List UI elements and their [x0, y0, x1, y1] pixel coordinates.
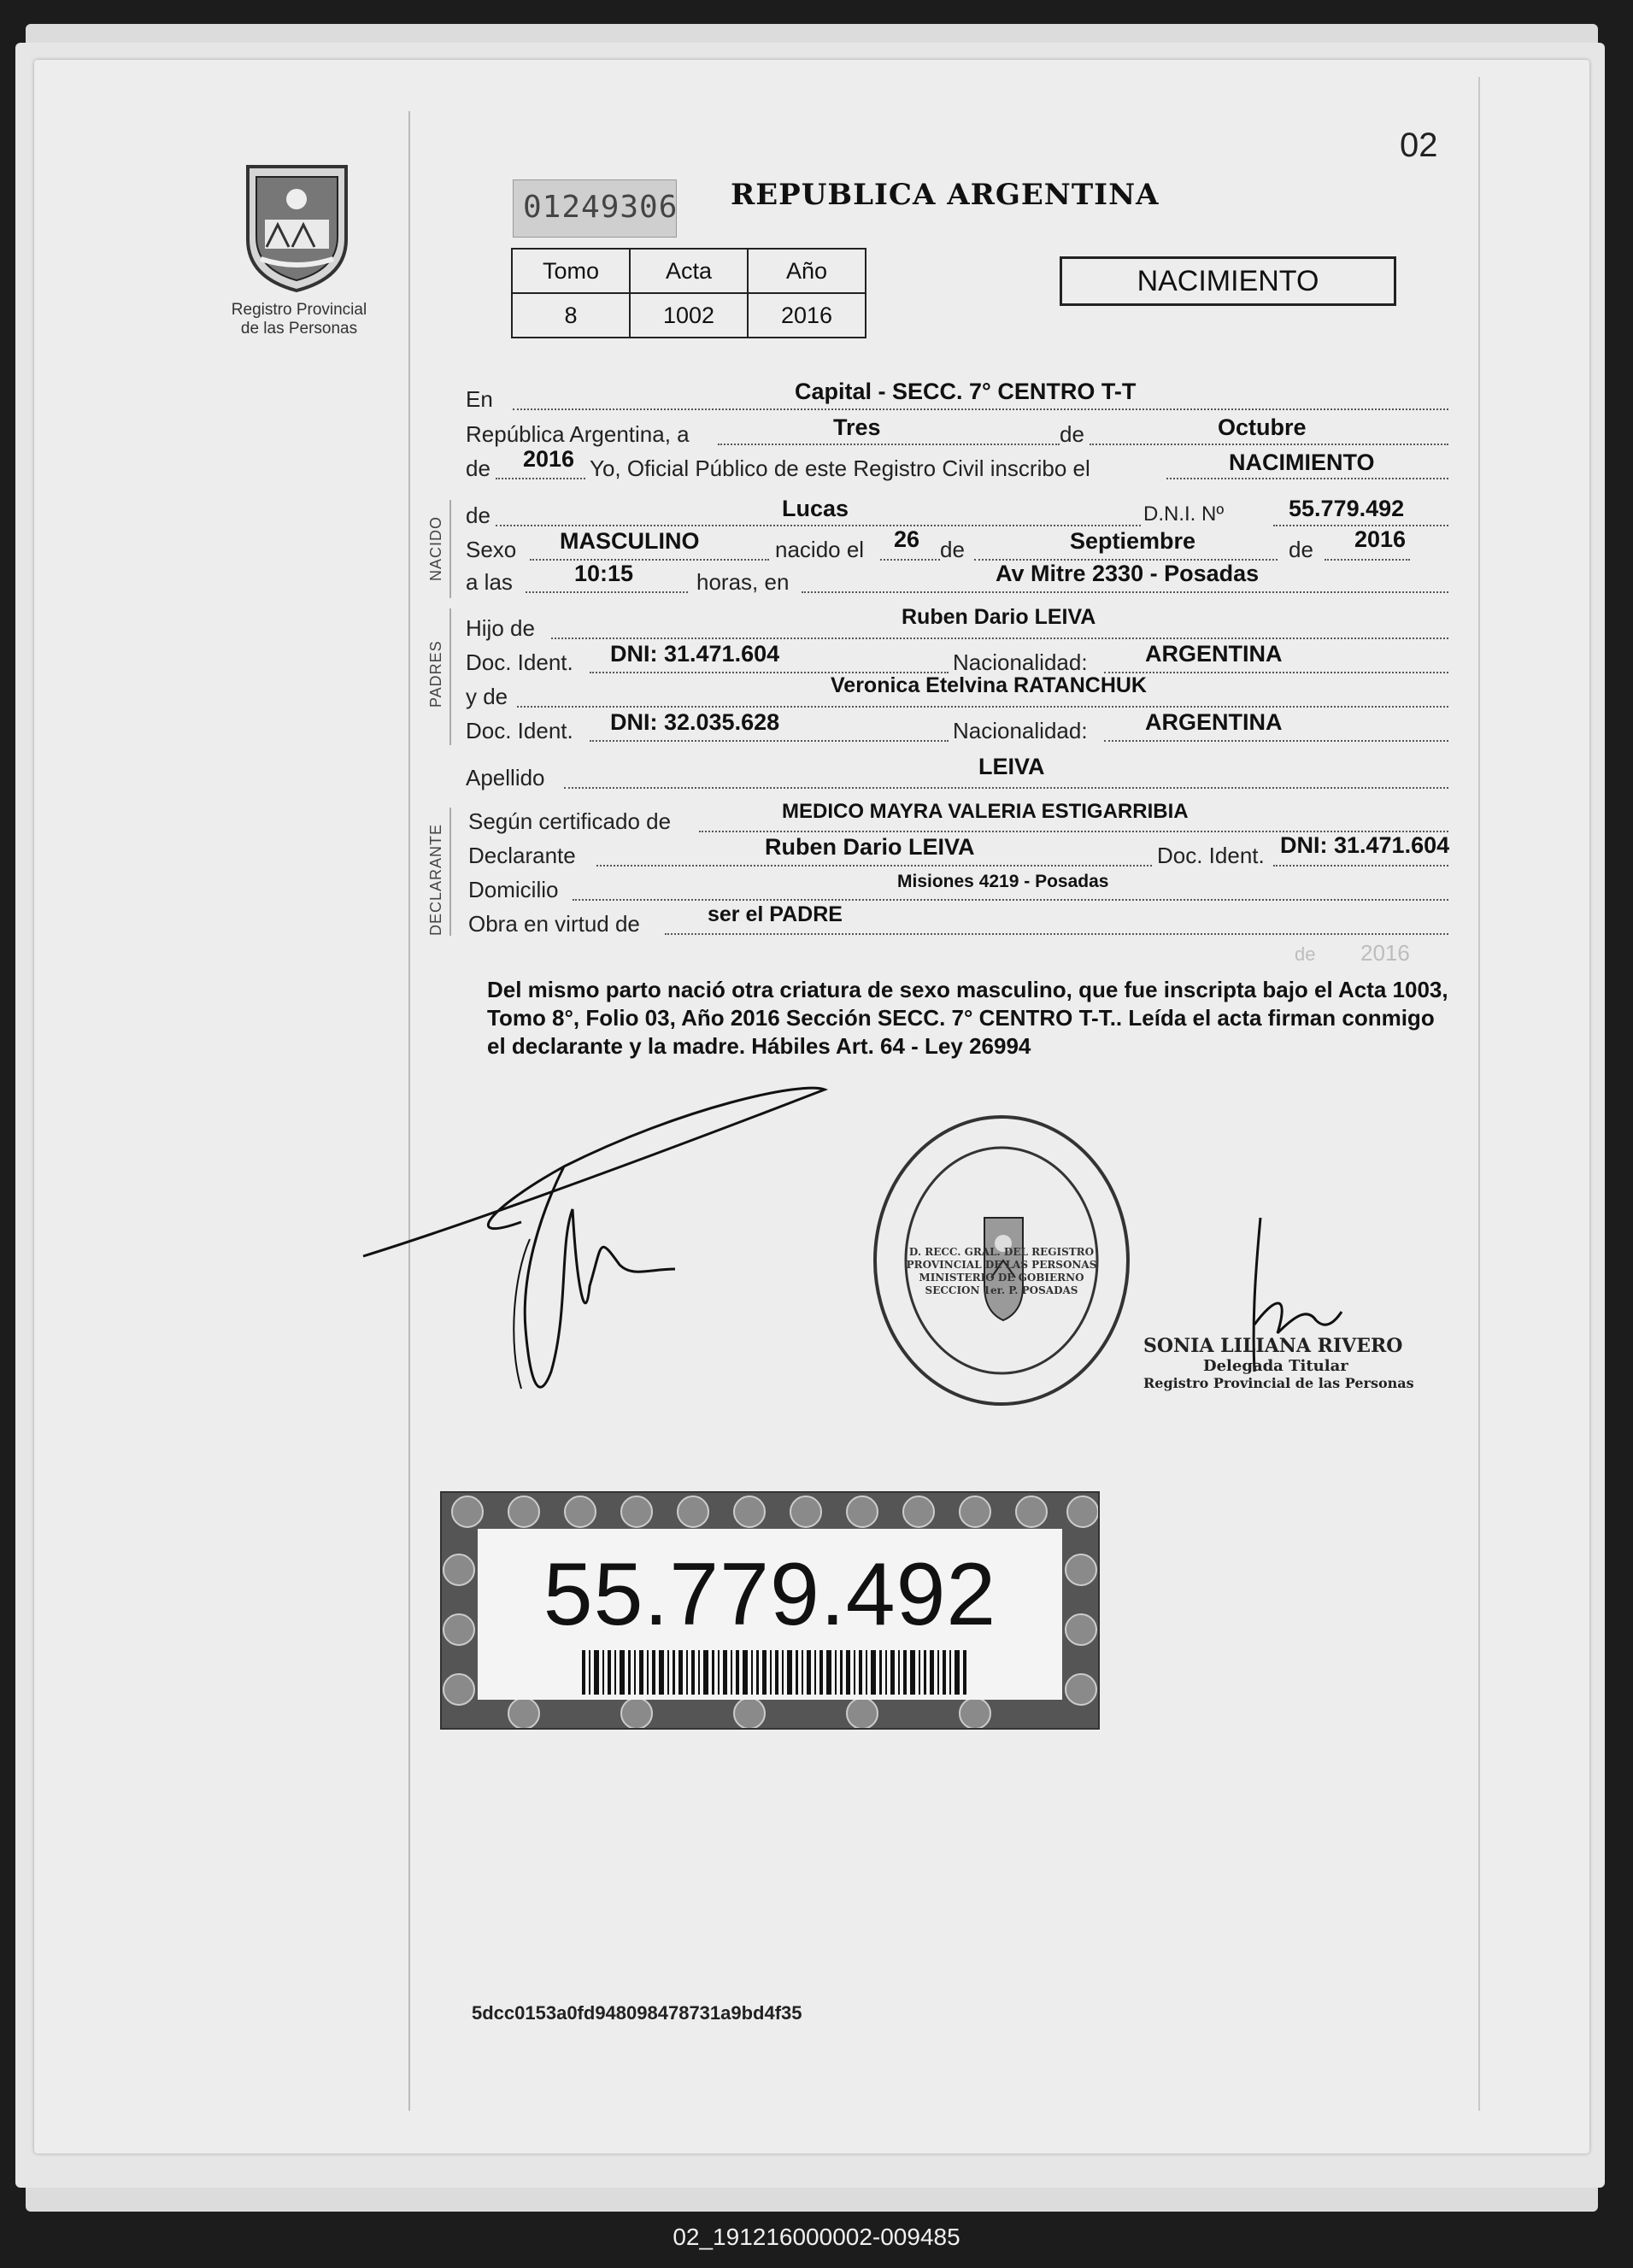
dotted-line — [551, 638, 1448, 639]
value-hora: 10:15 — [574, 561, 634, 586]
value-nombre: Lucas — [782, 496, 849, 521]
label-yo: Yo, Oficial Público de este Registro Civil inscribo el — [590, 455, 1090, 481]
dotted-line — [526, 591, 688, 593]
label-nacido-el: nacido el — [775, 537, 865, 562]
additional-note: Del mismo parto nació otra criatura de sexo masculino, que fue inscripta bajo el Acta 1003, Tomo 8°, Folio 03, Año 2016 Sección SECC. 7° CENTRO T-T.. Leída el acta firman conmigo el declarante y la madre. Hábiles Art. 64 - Ley 26994 — [487, 977, 1448, 1059]
dotted-line — [530, 559, 769, 561]
dotted-line — [517, 706, 1448, 708]
dotted-line — [1104, 672, 1448, 673]
label-de-name: de — [466, 502, 490, 528]
side-label-nacido: NACIDO — [427, 515, 444, 581]
value-padre-nac: ARGENTINA — [1145, 641, 1283, 667]
value-tipo: NACIMIENTO — [1229, 449, 1375, 475]
dotted-line — [718, 444, 1060, 445]
signer-title: Delegada Titular — [1203, 1357, 1348, 1375]
value-madre: Veronica Etelvina RATANCHUK — [831, 673, 1147, 697]
label-dni: D.N.I. Nº — [1143, 502, 1225, 526]
stamp-text: D. RECC. GRAL. DEL REGISTRO PROVINCIAL DE LAS PERSONAS MINISTERIO DE GOBIERNO SECCION 1er. P. POSADAS — [906, 1246, 1097, 1296]
label-doc-ident3: Doc. Ident. — [1157, 843, 1265, 868]
label-y-de: y de — [466, 684, 508, 709]
label-de-anio: de — [1289, 537, 1313, 562]
dotted-line — [1166, 478, 1448, 479]
label-nacionalidad1: Nacionalidad: — [953, 649, 1088, 675]
value-anio: 2016 — [748, 293, 866, 338]
dotted-line — [665, 933, 1448, 935]
value-declarante-dni: DNI: 31.471.604 — [1280, 832, 1450, 858]
label-declarante: Declarante — [468, 843, 576, 868]
sticker-label — [478, 1529, 1062, 1700]
section-rule — [449, 500, 451, 598]
dotted-line — [496, 525, 1141, 526]
label-doc-ident2: Doc. Ident. — [466, 718, 573, 743]
side-label-padres: PADRES — [427, 640, 444, 708]
dotted-line — [596, 865, 1152, 867]
dni-sticker — [440, 1491, 1100, 1730]
signer-block — [1143, 1335, 1414, 1391]
barcode-icon — [582, 1650, 966, 1695]
ghost-text: 2016 — [1360, 940, 1410, 966]
label-segun: Según certificado de — [468, 808, 672, 834]
value-dia: Tres — [833, 414, 881, 440]
dotted-line — [1273, 865, 1448, 867]
dotted-line — [590, 740, 949, 742]
dotted-line — [880, 559, 940, 561]
label-domicilio: Domicilio — [468, 877, 559, 902]
serial-number: 01249306 — [523, 190, 678, 225]
dotted-line — [1104, 740, 1448, 742]
section-rule — [449, 808, 451, 936]
label-horas-en: horas, en — [696, 569, 790, 595]
dotted-line — [564, 787, 1448, 789]
value-declarante: Ruben Dario LEIVA — [765, 834, 975, 860]
value-anio: 2016 — [523, 446, 575, 472]
value-lugar: Capital - SECC. 7° CENTRO T-T — [795, 379, 1137, 404]
value-mes: Octubre — [1218, 414, 1307, 440]
header-acta: Acta — [630, 249, 748, 293]
dotted-line — [573, 899, 1448, 901]
value-obra: ser el PADRE — [708, 902, 843, 926]
label-a-las: a las — [466, 569, 513, 595]
dotted-line — [1325, 559, 1410, 561]
value-madre-nac: ARGENTINA — [1145, 709, 1283, 735]
declarant-signature-icon — [359, 1072, 837, 1406]
header-anio: Año — [748, 249, 866, 293]
value-dni: 55.779.492 — [1289, 496, 1405, 521]
value-sexo: MASCULINO — [560, 528, 700, 554]
value-madre-dni: DNI: 32.035.628 — [610, 709, 780, 735]
label-obra: Obra en virtud de — [468, 911, 640, 937]
registry-caption: Registro Provincial de las Personas — [231, 301, 367, 338]
label-sexo: Sexo — [466, 537, 517, 562]
ghost-text: de — [1295, 943, 1316, 965]
label-nacionalidad2: Nacionalidad: — [953, 718, 1088, 743]
right-margin-rule — [1478, 77, 1480, 2111]
label-en: En — [466, 386, 493, 412]
dotted-line — [513, 408, 1448, 410]
label-de: de — [1060, 421, 1084, 447]
value-padre-dni: DNI: 31.471.604 — [610, 641, 780, 667]
value-dia-nac: 26 — [894, 526, 920, 552]
sticker-number: 55.779.492 — [543, 1545, 997, 1644]
image-filename: 02_191216000002-009485 — [673, 2224, 960, 2250]
value-tomo: 8 — [512, 293, 630, 338]
value-domicilio: Misiones 4219 - Posadas — [897, 872, 1109, 891]
value-padre: Ruben Dario LEIVA — [902, 605, 1096, 629]
value-anio-nac: 2016 — [1354, 526, 1407, 552]
dotted-line — [496, 478, 585, 479]
document-hash: 5dcc0153a0fd948098478731a9bd4f35 — [472, 2002, 802, 2024]
value-mes-nac: Septiembre — [1070, 528, 1196, 554]
dotted-line — [802, 591, 1448, 593]
record-table — [511, 248, 866, 338]
value-apellido: LEIVA — [978, 754, 1045, 779]
label-republica: República Argentina, a — [466, 421, 690, 447]
page-number: 02 — [1400, 126, 1438, 164]
label-de-mes: de — [940, 537, 965, 562]
value-certificado: MEDICO MAYRA VALERIA ESTIGARRIBIA — [782, 800, 1189, 823]
value-lugar-nac: Av Mitre 2330 - Posadas — [996, 561, 1260, 586]
misiones-seal-icon — [239, 158, 355, 295]
signer-office: Registro Provincial de las Personas — [1143, 1375, 1414, 1391]
value-acta: 1002 — [630, 293, 748, 338]
header-tomo: Tomo — [512, 249, 630, 293]
label-apellido: Apellido — [466, 765, 545, 790]
side-label-declarante: DECLARANTE — [427, 823, 444, 936]
label-doc-ident1: Doc. Ident. — [466, 649, 573, 675]
document-title: REPUBLICA ARGENTINA — [731, 178, 1160, 212]
signer-name: SONIA LILIANA RIVERO — [1143, 1335, 1403, 1357]
label-de2: de — [466, 455, 490, 481]
record-type-box: NACIMIENTO — [1060, 256, 1396, 306]
dotted-line — [1090, 444, 1448, 445]
label-hijo-de: Hijo de — [466, 615, 535, 641]
section-rule — [449, 608, 451, 745]
